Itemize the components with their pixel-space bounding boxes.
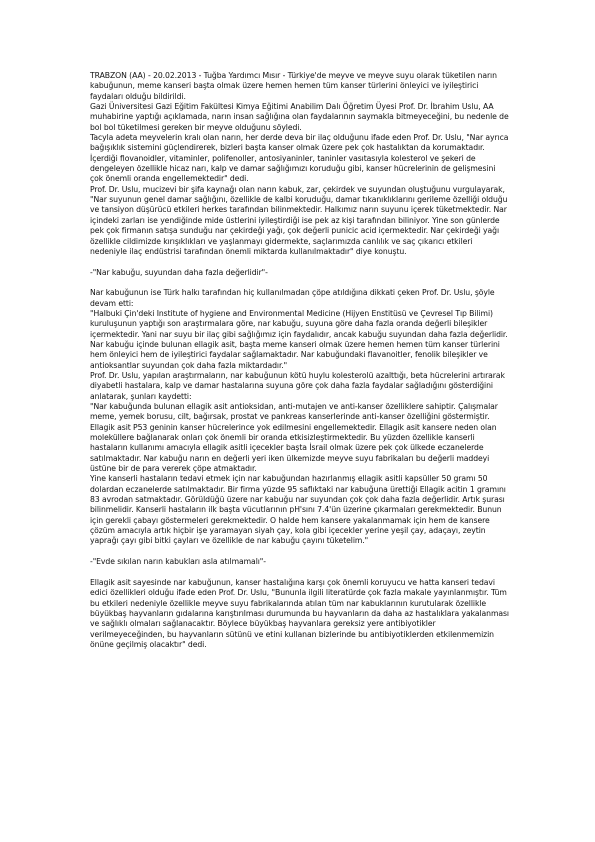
paragraph-4: Prof. Dr. Uslu, mucizevi bir şifa kaynağı olan narın kabuk, zar, çekirdek ve suyundan oluştuğunu vurgulayarak, "Nar suyunun genel damar sağlığını, özellikle de kalbi koruduğu, damar tıkanıklıklarını gerileme özelliği olduğu ve tansiyon düşürücü etkileri herkes tarafından bilinmektedir. Halkımız narın suyunu içerek tüketmektedir. Nar içindeki zarları ise yendiğinde mide üstlerini iyileştirdiği ise pek az kişi tarafından biliniyor. Yine son günlerde pek çok firmanın satışa sunduğu nar çekirdeği yağı, çok değerli punicic acid içermektedir. Nar çekirdeği yağı özellikle cildimizde kırışıklıkları ve yaşlanmayı gidermekte, saçlarımızda canlılık ve saç çıkarıcı etkileri nedeniyle ilaç endüstrisi tarafından önemli miktarda kullanılmaktadır" diye konuştu. — [90, 184, 508, 256]
spacer — [90, 278, 510, 288]
paragraph-5: Nar kabuğunun ise Türk halkı tarafından hiç kullanılmadan çöpe atıldığına dikkati çeken Prof. Dr. Uslu, şöyle devam etti: — [90, 288, 495, 308]
spacer — [90, 547, 510, 557]
spacer — [90, 257, 510, 267]
paragraph-8: "Nar kabuğunda bulunan ellagik asit antioksidan, anti-mutajen ve anti-kanser özelliklere sahiptir. Çalışmalar meme, yemek borusu, cilt, bağırsak, prostat ve pankreas kanserlerinde anti-kanser özelliğini göstermiştir. Ellagik asit P53 geninin kanser hücrelerince yok edilmesini engellemektedir. Ellagik asit kansere neden olan moleküllere bağlanarak onları çok önemli bir oranda etkisizleştirmektedir. Bu yüzden özellikle kanserli hastaların kullanımı amacıyla ellagik asitli içecekler başta İsrail olmak üzere pek çok ülkede eczanelerde satılmaktadır. Nar kabuğu narın en değerli yeri iken ülkemizde meyve suyu fabrikaları bu değerli maddeyi üstüne bir de para vererek çöpe atmaktadır. — [90, 402, 498, 474]
paragraph-9: Yine kanserli hastaların tedavi etmek için nar kabuğundan hazırlanmış ellagik asitli kapsüller 50 gramı 50 dolardan eczanelerde satılmaktadır. Bir firma yüzde 95 saflıktaki nar kabuğuna ürettiği Ellagik acitin 1 gramını 83 avrodan satmaktadır. Görüldüğü üzere nar kabuğu nar suyundan çok çok daha fazla değerlidir. Artık şurası bilinmelidir. Kanserli hastaların ilk başta vücutlarının pH'sını 7.4'ün üzerine çıkarmaları gerekmektedir. Bunun için gerekli çabayı göstermeleri gerekmektedir. O halde hem kansere yakalanmamak için hem de kansere çözüm amacıyla artık hiçbir işe yaramayan siyah çay, kola gibi içecekler yerine yeşil çay, adaçayı, zeytin yaprağı çayı gibi bitki çayları ve özellikle de nar kabuğu çayını tüketelim." — [90, 474, 506, 546]
paragraph-7: Prof. Dr. Uslu, yapılan araştırmaların, nar kabuğunun kötü huylu kolesterolü azalttığı, beta hücrelerini artırarak diyabetli hastalara, kalp ve damar hastalarına suyuna göre çok daha fazla faydalar sağladığını gösterdiğini anlatarak, şunları kaydetti: — [90, 370, 505, 401]
document-page — [90, 71, 510, 650]
subheading-2: -"Evde sıkılan narın kabukları asla atılmamalı"- — [90, 557, 266, 567]
spacer — [90, 568, 510, 578]
subheading-1: -"Nar kabuğu, suyundan daha fazla değerlidir"- — [90, 267, 268, 277]
paragraph-6: "Halbuki Çin'deki Institute of hygiene and Environmental Medicine (Hijyen Enstitüsü ve Çevresel Tıp Bilimi) kuruluşunun yaptığı son araştırmalara göre, nar kabuğu, suyuna göre daha fazla oranda değerli bileşikler içermektedir. Yani nar suyu bir ilaç gibi sağlığımız için faydalıdır, ancak kabuğu suyundan daha fazla değerlidir. Nar kabuğu içinde bulunan ellagik asit, başta meme kanseri olmak üzere hemen hemen tüm kanser türlerini hem önleyici hem de iyileştirici faydalar sağlamaktadır. Nar kabuğundaki flavanoitler, fenolik bileşikler ve antioksantlar suyundan çok daha fazla miktardadır." — [90, 308, 508, 370]
paragraph-3: Tacyla adeta meyvelerin kralı olan narın, her derde deva bir ilaç olduğunu ifade eden Prof. Dr. Uslu, "Nar ayrıca bağışıklık sistemini güçlendirerek, bizleri başta kanser olmak üzere pek çok hastalıktan da korumaktadır. İçerdiği flovanoidler, vitaminler, polifenoller, antosiyaninler, taninler vasıtasıyla kolesterol ve şekeri de dengeleyen özellikle hicaz narı, kalp ve damar sağlığımızı koruduğu gibi, kanser hücrelerinin de gelişmesini çok önemli oranda engellemektedir" dedi. — [90, 133, 509, 184]
paragraph-lead: TRABZON (AA) - 20.02.2013 - Tuğba Yardımcı Mısır - Türkiye'de meyve ve meyve suyu olarak tüketilen narın kabuğunun, meme kanseri başta olmak üzere hemen hemen tüm kanser türlerini önleyici ve iyileştirici faydaları olduğu bildirildi. — [90, 71, 497, 101]
paragraph-2: Gazi Üniversitesi Gazi Eğitim Fakültesi Kimya Eğitimi Anabilim Dalı Öğretim Üyesi Prof. Dr. İbrahim Uslu, AA muhabirine yaptığı açıklamada, narın insan sağlığına olan faydalarının saymakla bitmeyeceğini, bu nedenle de bol bol tüketilmesi gereken bir meyve olduğunu söyledi. — [90, 102, 509, 132]
paragraph-10: Ellagik asit sayesinde nar kabuğunun, kanser hastalığına karşı çok önemli koruyucu ve hatta kanseri tedavi edici özellikleri olduğu ifade eden Prof. Dr. Uslu, "Bununla ilgili literatürde çok fazla makale yayınlanmıştır. Tüm bu etkileri nedeniyle özellikle meyve suyu fabrikalarında atılan tüm nar kabuklarının kurutularak özellikle büyükbaş hayvanların gıdalarına karıştırılması durumunda bu hayvanların da daha az hastalıklara yakalanması ve sağlıklı olmaları sağlanacaktır. Böylece büyükbaş hayvanlara gereksiz yere antibiyotikler verilmeyeceğinden, bu hayvanların sütünü ve etini kullanan bizlerinde bu antibiyotiklerden etkilenmemizin önüne geçilmiş olacaktır" dedi. — [90, 577, 509, 649]
